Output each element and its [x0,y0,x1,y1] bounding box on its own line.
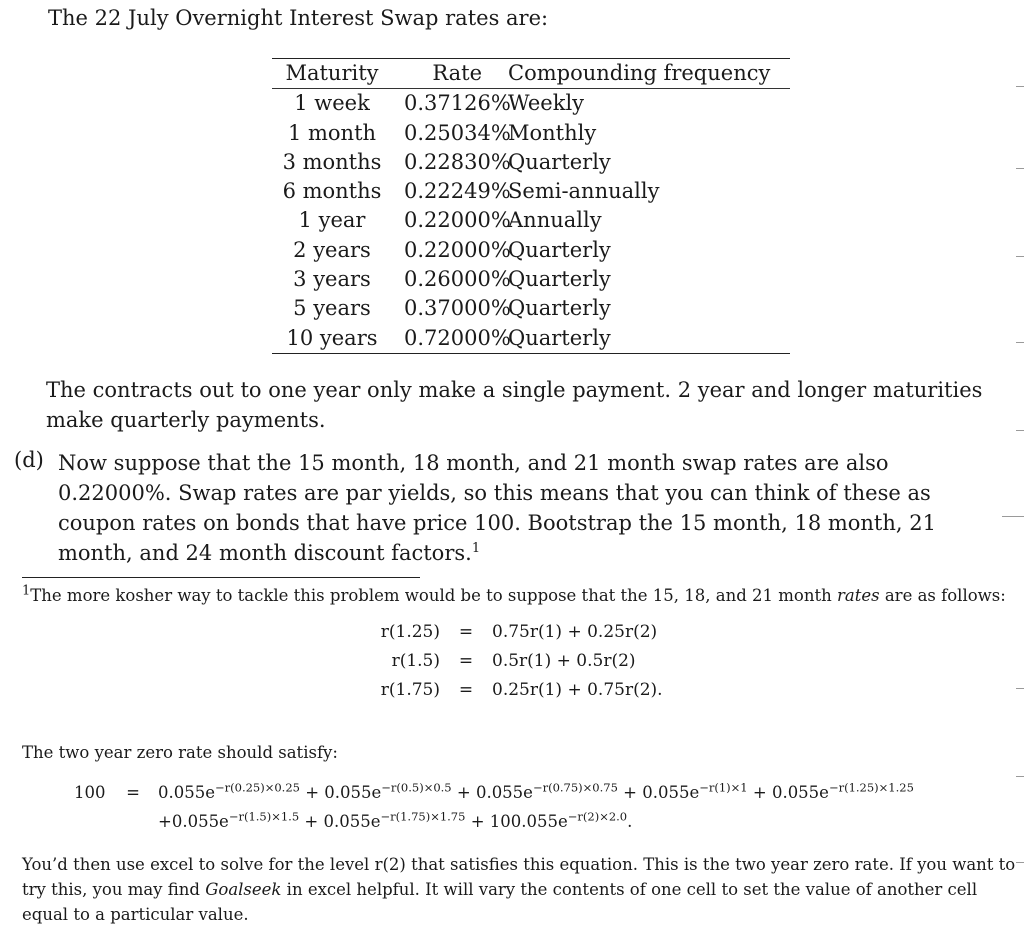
footnote-text-italic: rates [837,586,880,605]
cell-rate: 0.72000% [404,325,511,350]
two-year-text: The two year zero rate should satisfy: [22,743,338,762]
footnote-divider [22,577,420,578]
equation-lhs: r(1.75) [380,680,440,700]
table-row [272,89,790,118]
equation-line-1 [74,778,914,807]
margin-mark [1016,430,1024,431]
equation-row [360,618,663,647]
footnote-text-1: The more kosher way to tackle this problem would be to suppose that the 15, 18, and 21 month [30,586,837,605]
equation-op: = [458,680,474,700]
swap-rates-table [272,58,790,354]
cell-maturity: 3 years [293,267,371,292]
cell-rate: 0.37000% [404,296,511,321]
equation-op: = [126,783,140,802]
cell-compounding: Quarterly [508,325,611,350]
margin-mark [1016,342,1024,343]
equation-lhs: 100 [74,783,106,802]
table-row [272,265,790,294]
term: $0.055e^{-r(0.25)\times 0.25}$ [158,780,300,802]
intro-text: The 22 July Overnight Interest Swap rates are: [48,6,549,30]
footnote-ref[interactable]: 1 [471,541,481,556]
cell-maturity: 3 months [282,149,382,174]
term: + $0.055e^{-r(0.5)\times 0.5}$ [305,780,452,802]
cell-maturity: 5 years [293,296,371,321]
margin-mark [1016,168,1024,169]
cell-compounding: Annually [508,208,602,233]
cell-maturity: 2 years [293,237,371,262]
equation-rhs: 0.25r(1) + 0.75r(2). [492,680,663,700]
cell-maturity: 1 week [294,91,370,116]
equation-lhs: r(1.5) [391,651,440,671]
rate-interpolation-equations [360,618,663,705]
cell-rate: 0.26000% [404,267,511,292]
goalseek-text-1: You’d then use excel to solve for the level r(2) that satisfies this equation. This is the two year zero rate. If you want to try this, you may find [22,855,1016,899]
cell-maturity: 10 years [286,325,378,350]
cell-rate: 0.37126% [404,91,511,116]
cell-compounding: Semi-annually [508,179,660,204]
cell-rate: 0.22000% [404,208,511,233]
goalseek-italic: Goalseek [205,880,282,899]
goalseek-paragraph [22,852,1022,927]
cell-maturity: 1 year [298,208,366,233]
cell-maturity: 1 month [287,120,377,145]
footnote-text-2: are as follows: [879,586,1006,605]
table-row [272,148,790,177]
equation-row [360,676,663,705]
cell-compounding: Monthly [508,120,597,145]
equation-end: . [627,812,633,831]
term: $+0.055e^{-r(1.5)\times 1.5}$ [158,809,300,831]
cell-rate: 0.22249% [404,179,511,204]
margin-mark [1016,776,1024,777]
table-row [272,324,790,353]
cell-rate: 0.22000% [404,237,511,262]
paragraph-single-payment: The contracts out to one year only make a single payment. 2 year and longer maturities make quarterly payments. [46,378,983,432]
part-d-body: Now suppose that the 15 month, 18 month, and 21 month swap rates are also 0.22000%. Swap rates are par yields, so this means that you can think of these as coupon rates on bonds that have price 100. Bootstrap the 15 month, 18 month, 21 month, and 24 month discount factors. [58,451,936,565]
margin-mark [1016,256,1024,257]
term: + $0.055e^{-r(1.25)\times 1.25}$ [752,780,914,802]
equation-row [360,647,663,676]
equation-op: = [458,651,474,671]
table-header-row [272,59,790,89]
cell-compounding: Quarterly [508,237,611,262]
goalseek-text-2: in excel helpful. It will vary the contents of one cell to set the value of another cell equal to a particular value. [22,880,978,924]
term: + $0.055e^{-r(1.75)\times 1.75}$ [304,809,466,831]
term: + $0.055e^{-r(0.75)\times 0.75}$ [456,780,618,802]
part-d-text [58,448,1008,568]
cell-compounding: Quarterly [508,267,611,292]
term: + $0.055e^{-r(1)\times 1}$ [623,780,748,802]
cell-rate: 0.25034% [404,120,511,145]
table-row [272,177,790,206]
equation-rhs: 0.75r(1) + 0.25r(2) [492,622,658,642]
header-compounding: Compounding frequency [508,61,771,85]
cell-rate: 0.22830% [404,149,511,174]
margin-mark [1016,862,1024,863]
equation-rhs: 0.5r(1) + 0.5r(2) [492,651,636,671]
equation-op: = [458,622,474,642]
table-row [272,206,790,235]
header-rate: Rate [432,61,482,85]
margin-mark [1016,86,1024,87]
part-d-label: (d) [14,448,44,472]
header-maturity: Maturity [285,61,379,85]
cell-compounding: Weekly [508,91,585,116]
equation-line-2 [74,807,914,836]
cell-maturity: 6 months [282,179,382,204]
table-row [272,119,790,148]
margin-mark [1016,688,1024,689]
table-row [272,294,790,323]
term: + $100.055e^{-r(2)\times 2.0}$ [470,809,628,831]
footnote [22,583,1017,608]
cell-compounding: Quarterly [508,296,611,321]
two-year-equation [74,778,914,836]
equation-lhs: r(1.25) [380,622,440,642]
footnote-mark: 1 [22,583,31,599]
margin-mark [1002,516,1024,517]
table-row [272,236,790,265]
cell-compounding: Quarterly [508,149,611,174]
